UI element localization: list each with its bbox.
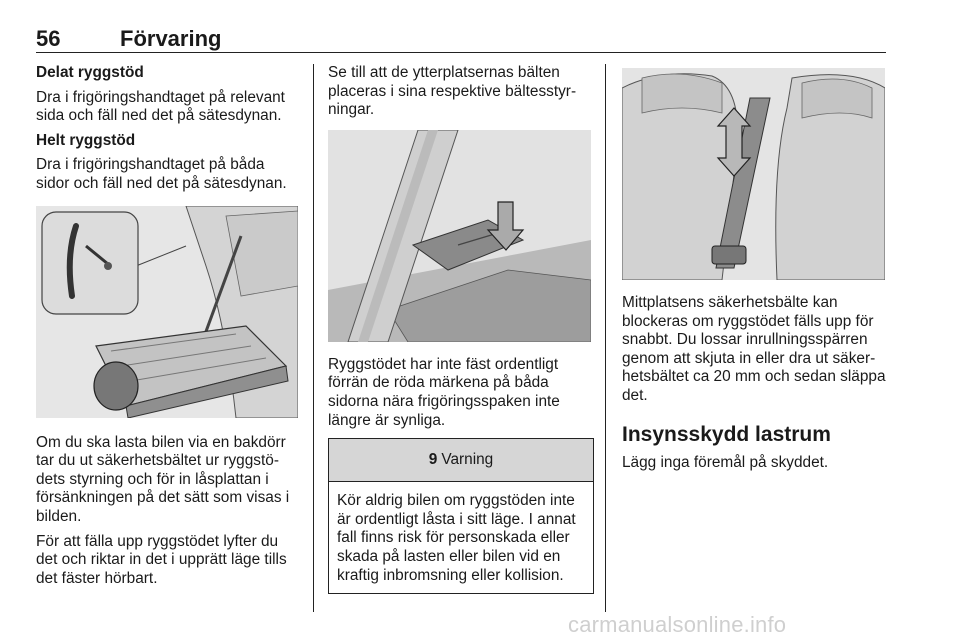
folded-seat-illustration (36, 206, 298, 418)
section-heading: Insynsskydd lastrum (622, 422, 831, 446)
paragraph: För att fälla upp ryggstödet lyfter du det och riktar in det i upprätt läge tills det fäster hörbart. (36, 532, 287, 587)
paragraph: Dra i frigöringshandtaget på båda sidor och fäll ned det på sätesdynan. (36, 156, 287, 192)
paragraph: Om du ska lasta bilen via en bakdörr tar du ut säkerhetsbältet ur ryggstödets styrning och för in låsplattan i försänkningen på det sätt som visas i bilden. (36, 433, 290, 525)
paragraph: Mittplatsens säkerhetsbälte kan blockeras om ryggstödet fälls upp för snabbt. Du lossar inrullningsspärren genom att skjuta in eller dra ut säkerhetsbältet ca 20 mm och sedan släppa det. (622, 294, 886, 404)
belt-guide-illustration (328, 130, 591, 342)
watermark: carmanualsonline.info (568, 612, 787, 637)
paragraph: Ryggstödet har inte fäst ordentligt förrän de röda märkena på båda sidorna nära frigöringsspaken inte längre är synliga. (328, 355, 560, 429)
figure-folded-seat (36, 206, 298, 418)
page-number: 56 (36, 26, 61, 51)
column-2 (328, 64, 594, 594)
warning-box (328, 438, 594, 594)
header-rule (36, 52, 886, 53)
center-belt-illustration (622, 68, 885, 280)
paragraph: Dra i frigöringshandtaget på relevant sida och fäll ned det på sätesdynan. (36, 88, 285, 125)
figure-center-belt (622, 68, 885, 280)
paragraph: Se till att de ytterplatsernas bälten placeras i sina respektive bältesstyrningar. (328, 64, 577, 119)
warning-title: Varning (441, 450, 494, 468)
warning-icon: 9 (428, 450, 438, 468)
paragraph: Lägg inga föremål på skyddet. (622, 453, 829, 471)
heading-split-backrest: Delat ryggstöd (36, 64, 144, 81)
column-divider-1 (313, 64, 314, 612)
page-title: Förvaring (120, 26, 222, 51)
warning-header (329, 439, 593, 482)
heading-full-backrest: Helt ryggstöd (36, 131, 136, 149)
column-divider-2 (605, 64, 606, 612)
warning-body: Kör aldrig bilen om ryggstöden inte är ordentligt låsta i sitt läge. I annat fall finns risk för personskada eller skada på lasten eller bilen vid en kraftig inbromsning eller kollision. (337, 492, 576, 584)
column-3 (622, 64, 890, 478)
column-1 (36, 64, 302, 594)
figure-belt-guide (328, 130, 591, 342)
